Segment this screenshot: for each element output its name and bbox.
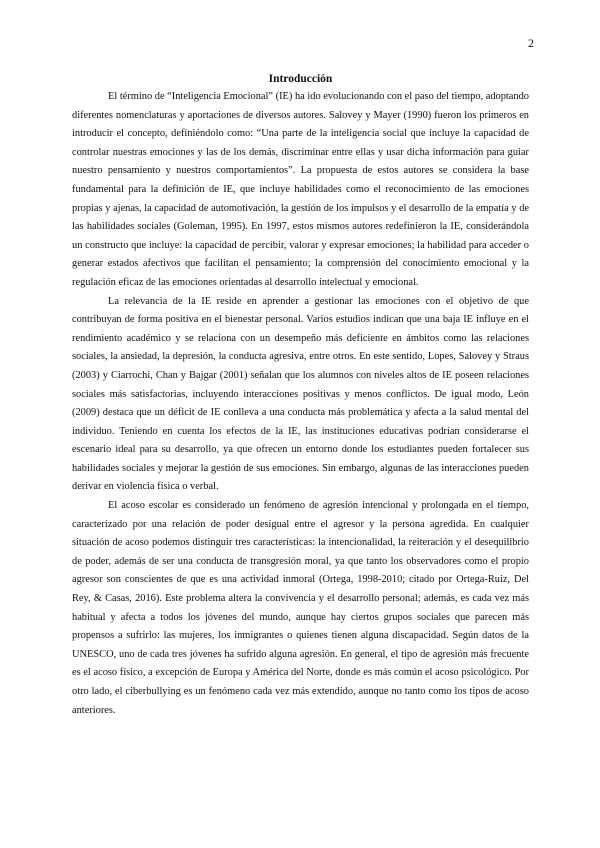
- paragraph-ie-relevance: La relevancia de la IE reside en aprender a gestionar las emociones con el objetivo de que contribuyan de forma positiva en el bienestar personal. Varios estudios indican que una baja IE influye en el rendimiento académico y se relaciona con un desempeño más deficiente en ámbitos como las relaciones sociales, la ansiedad, la depresión, la conducta agresiva, entre otros. En este sentido, Lopes, Salovey y Straus (2003) y Ciarrochi, Chan y Bajgar (2001) señalan que los alumnos con niveles altos de IE poseen relaciones sociales más satisfactorias, incluyendo interacciones positivas y menos conflictos. De igual modo, León (2009) destaca que un déficit de IE conlleva a una conducta más problemática y afecta a la salud mental del individuo. Teniendo en cuenta los efectos de la IE, las instituciones educativas podrían considerarse el escenario ideal para su desarrollo, ya que ofrecen un entorno donde los estudiantes pueden fortalecer sus habilidades sociales y mejorar la gestión de sus emociones. Sin embargo, algunas de las interacciones pueden derivar en violencia física o verbal.: [72, 295, 529, 493]
- document-body: [72, 70, 529, 720]
- paragraph-acoso-escolar: El acoso escolar es considerado un fenómeno de agresión intencional y prolongada en el tiempo, caracterizado por una relación de poder desigual entre el agresor y la persona agredida. En cualquier situación de acoso podemos distinguir tres características: la intencionalidad, la reiteración y el desequilibrio de poder, además de ser una conducta de transgresión moral, ya que tanto los observadores como el propio agresor son conscientes de que es una actividad inmoral (Ortega, 1998-2010; citado por Ortega-Ruiz, Del Rey, & Casas, 2016). Este problema altera la convivencia y el desarrollo personal; además, es cada vez más habitual y afecta a todos los jóvenes del mundo, aunque hay ciertos grupos sociales que parecen más propensos a sufrirlo: las mujeres, los inmigrantes o quienes tienen alguna discapacidad. Según datos de la UNESCO, uno de cada tres jóvenes ha sufrido alguna agresión. En general, el tipo de agresión más frecuente es el acoso físico, a excepción de Europa y América del Norte, donde es más común el acoso psicológico. Por otro lado, el ciberbullying es un fenómeno cada vez más extendido, aunque no tanto como los tipos de acoso anteriores.: [72, 500, 529, 716]
- section-heading: Introducción: [268, 73, 333, 85]
- paragraph-intro-definition: El término de “Inteligencia Emocional” (IE) ha ido evolucionando con el paso del tiempo, adoptando diferentes nomenclaturas y aportaciones de diversos autores. Salovey y Mayer (1990) fueron los primeros en introducir el concepto, definiéndolo como: “Una parte de la inteligencia social que incluye la capacidad de controlar nuestras emociones y las de los demás, discriminar entre ellas y usar dicha información para guiar nuestro pensamiento y nuestros comportamientos”. La propuesta de estos autores se considera la base fundamental para la definición de IE, que incluye habilidades como el reconocimiento de las emociones propias y ajenas, la capacidad de automotivación, la gestión de los impulsos y el desarrollo de la empatía y de las habilidades sociales (Goleman, 1995). En 1997, estos mismos autores redefinieron la IE, considerándola un constructo que incluye: la capacidad de percibir, valorar y expresar emociones; la habilidad para acceder o generar estados afectivos que facilitan el pensamiento; la comprensión del conocimiento emocional y la regulación eficaz de las emociones orientadas al desarrollo intelectual y emocional.: [72, 91, 529, 288]
- page-number: 2: [528, 36, 534, 50]
